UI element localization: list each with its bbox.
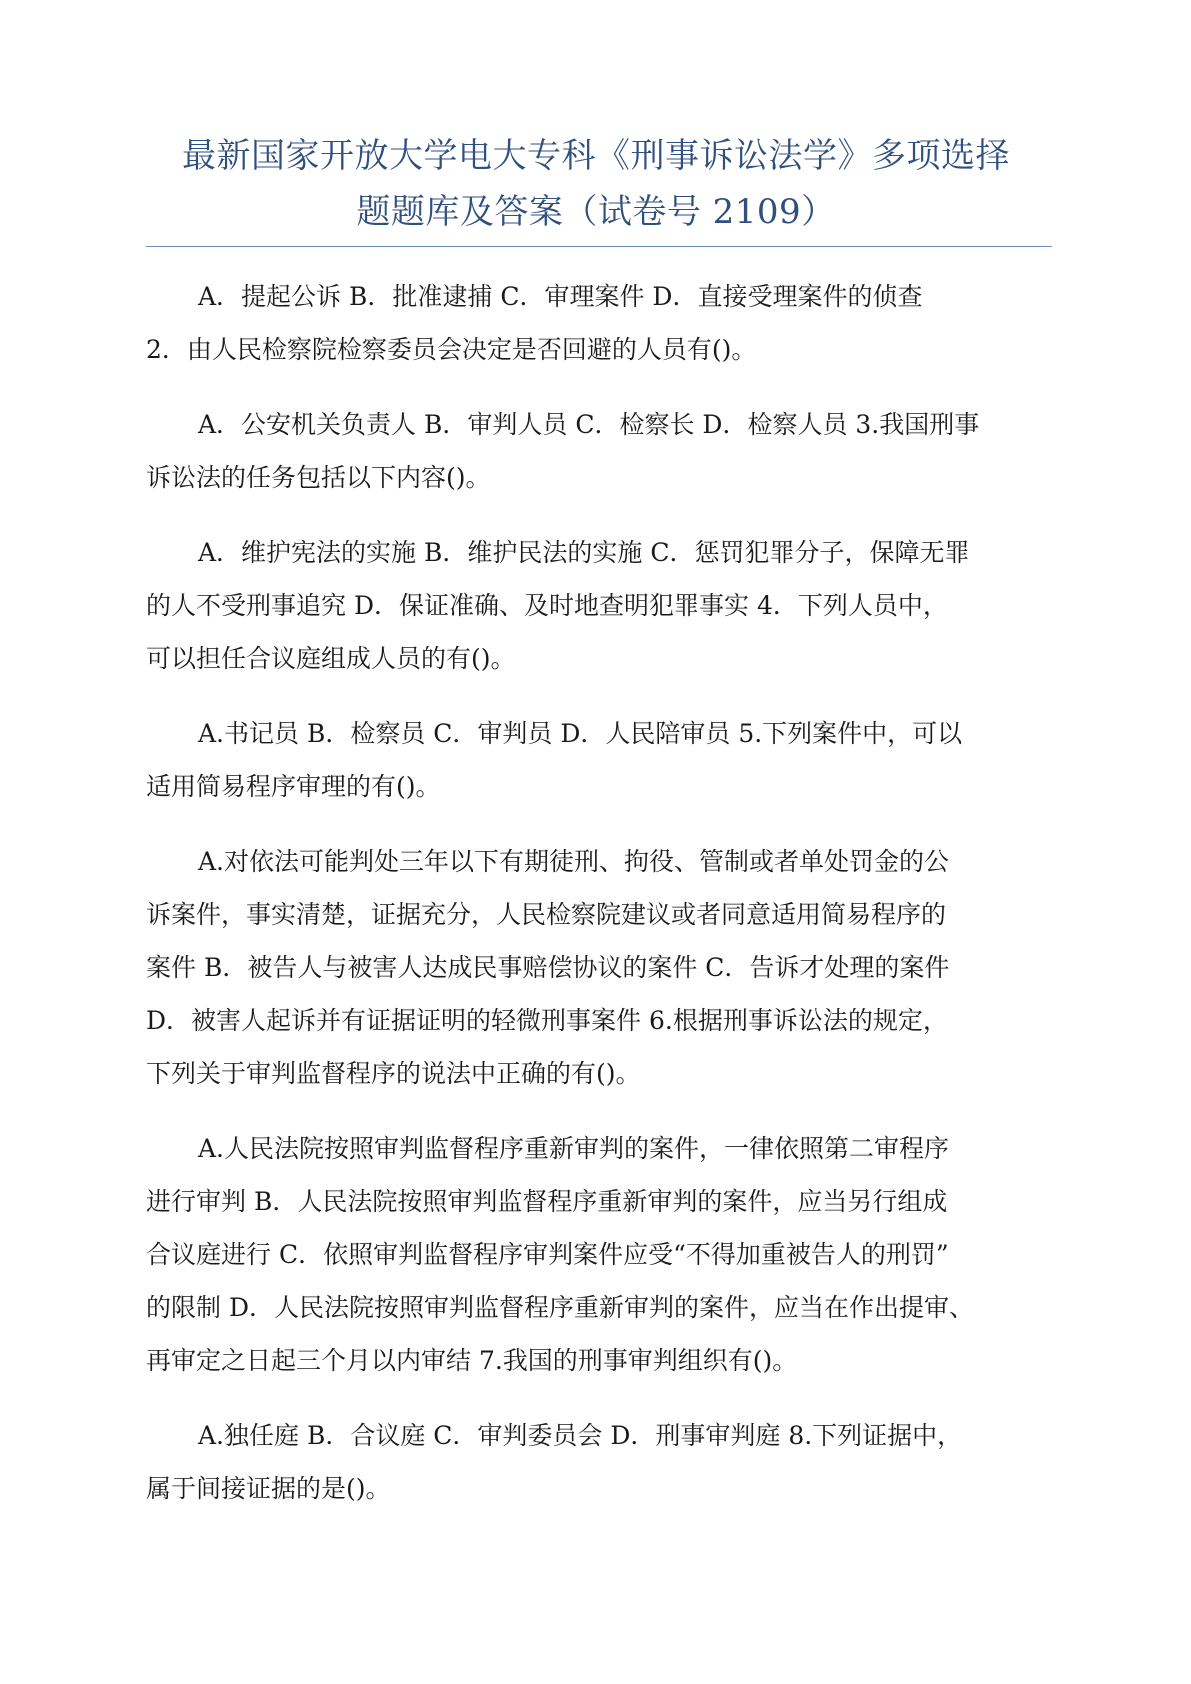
text-line: A．维护宪法的实施 B．维护民法的实施 C．惩罚犯罪分子，保障无罪 [198,538,970,567]
paragraph-2 [146,398,1066,504]
text-line: A.书记员 B．检察员 C．审判员 D．人民陪审员 5.下列案件中，可以 [198,719,963,748]
text-line: 可以担任合议庭组成人员的有()。 [146,644,516,673]
text-line: A．公安机关负责人 B．审判人员 C．检察长 D．检察人员 3.我国刑事 [198,410,980,439]
text-line: 的限制 D．人民法院按照审判监督程序重新审判的案件，应当在作出提审、 [146,1293,974,1322]
text-line: 的人不受刑事追究 D．保证准确、及时地查明犯罪事实 4．下列人员中， [146,591,948,620]
title-line-1: 最新国家开放大学电大专科《刑事诉讼法学》多项选择 [182,136,1010,176]
text-line: 诉案件，事实清楚，证据充分，人民检察院建议或者同意适用简易程序的 [146,900,947,929]
text-line: A.人民法院按照审判监督程序重新审判的案件，一律依照第二审程序 [198,1134,950,1163]
title-divider [146,246,1052,247]
text-line: 2．由人民检察院检察委员会决定是否回避的人员有()。 [146,335,757,364]
text-line: 合议庭进行 C．依照审判监督程序审判案件应受“不得加重被告人的刑罚” [146,1240,949,1269]
paragraph-3 [146,526,1066,685]
text-line: A.对依法可能判处三年以下有期徒刑、拘役、管制或者单处罚金的公 [198,847,950,876]
text-line: 下列关于审判监督程序的说法中正确的有()。 [146,1059,641,1088]
text-line: 诉讼法的任务包括以下内容()。 [146,463,491,492]
text-line: 案件 B．被告人与被害人达成民事赔偿协议的案件 C．告诉才处理的案件 [146,953,950,982]
paragraph-5 [146,835,1066,1100]
text-line: A.独任庭 B．合议庭 C．审判委员会 D．刑事审判庭 8.下列证据中， [198,1421,963,1450]
title-line-2: 题题库及答案（试卷号 2109） [356,192,836,232]
paragraph-7 [146,1409,1066,1515]
text-line: D．被害人起诉并有证据证明的轻微刑事案件 6.根据刑事诉讼法的规定， [146,1006,948,1035]
paragraph-1 [146,270,1066,376]
text-line: 属于间接证据的是()。 [146,1474,391,1503]
text-line: A．提起公诉 B．批准逮捕 C．审理案件 D．直接受理案件的侦查 [198,282,923,311]
text-line: 再审定之日起三个月以内审结 7.我国的刑事审判组织有()。 [146,1346,798,1375]
paragraph-4 [146,707,1066,813]
document-title [146,128,1046,240]
document-body [146,270,1066,1537]
paragraph-6 [146,1122,1066,1387]
text-line: 适用简易程序审理的有()。 [146,772,441,801]
text-line: 进行审判 B．人民法院按照审判监督程序重新审判的案件，应当另行组成 [146,1187,948,1216]
